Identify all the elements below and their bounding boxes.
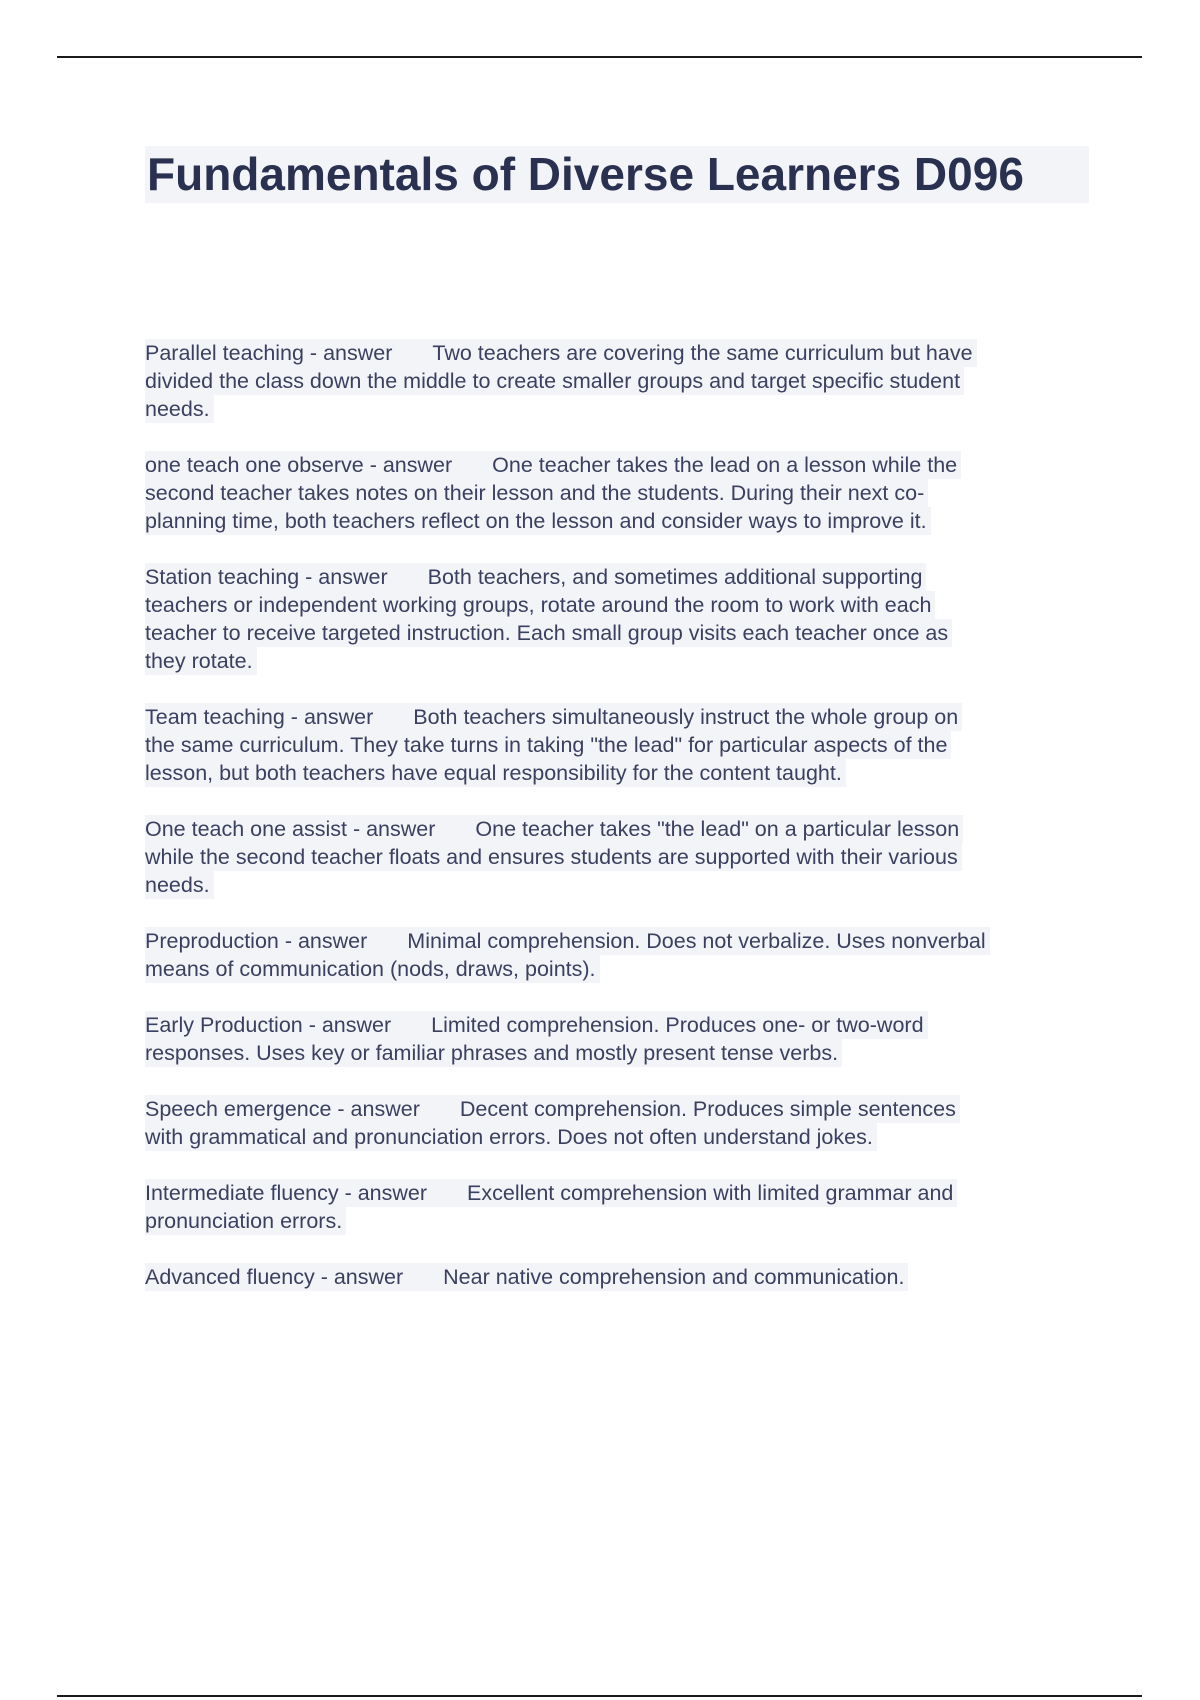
entry-term: one teach one observe - answer (145, 453, 453, 477)
entry-item (145, 451, 1090, 535)
entry-definition-text: divided the class down the middle to create smaller groups and target specific student (145, 369, 961, 393)
entry-definition-text: One teacher takes "the lead" on a particular lesson (475, 817, 960, 841)
entry-line (145, 339, 977, 367)
entry-term: Early Production - answer (145, 1013, 392, 1037)
entry-line (145, 1123, 877, 1151)
entry-item (145, 1179, 1090, 1235)
entry-line (145, 815, 963, 843)
entry-line (145, 647, 257, 675)
entry-item (145, 927, 1090, 983)
entry-line (145, 619, 952, 647)
entry-line (145, 591, 935, 619)
entry-line (145, 563, 926, 591)
entry-definition-text: Limited comprehension. Produces one- or two-word (431, 1013, 924, 1037)
entry-definition-text: One teacher takes the lead on a lesson while the (492, 453, 958, 477)
entry-definition-text: Two teachers are covering the same curriculum but have (432, 341, 973, 365)
entry-definition-text: Near native comprehension and communication. (443, 1265, 905, 1289)
entry-item (145, 1263, 1090, 1291)
entry-definition-text: responses. Uses key or familiar phrases and mostly present tense verbs. (145, 1041, 839, 1065)
entry-item (145, 1011, 1090, 1067)
entry-line (145, 731, 951, 759)
entry-definition-text: the same curriculum. They take turns in taking "the lead" for particular aspects of the (145, 733, 948, 757)
entry-line (145, 1039, 842, 1067)
entry-line (145, 1207, 346, 1235)
entry-line (145, 507, 931, 535)
entry-definition-text: with grammatical and pronunciation errors. Does not often understand jokes. (145, 1125, 873, 1149)
bottom-rule (57, 1695, 1142, 1697)
entry-line (145, 927, 990, 955)
entry-term: Preproduction - answer (145, 929, 368, 953)
entry-definition-text: means of communication (nods, draws, points). (145, 957, 596, 981)
document-title: Fundamentals of Diverse Learners D096 (145, 146, 1089, 203)
entry-line (145, 451, 961, 479)
entry-definition-text: needs. (145, 873, 210, 897)
entry-list (145, 339, 1090, 1319)
entry-definition-text: Excellent comprehension with limited grammar and (467, 1181, 954, 1205)
entry-line (145, 1263, 908, 1291)
entry-line (145, 759, 846, 787)
entry-definition-text: Both teachers, and sometimes additional supporting (427, 565, 923, 589)
entry-definition-text: pronunciation errors. (145, 1209, 343, 1233)
entry-line (145, 1011, 928, 1039)
entry-line (145, 1095, 960, 1123)
entry-term: Station teaching - answer (145, 565, 388, 589)
top-rule (57, 56, 1142, 58)
entry-definition-text: lesson, but both teachers have equal responsibility for the content taught. (145, 761, 842, 785)
entry-definition-text: while the second teacher floats and ensures students are supported with their various (145, 845, 958, 869)
entry-term: Speech emergence - answer (145, 1097, 420, 1121)
entry-definition-text: planning time, both teachers reflect on the lesson and consider ways to improve it. (145, 509, 927, 533)
entry-line (145, 395, 214, 423)
entry-definition-text: Both teachers simultaneously instruct the whole group on (413, 705, 959, 729)
entry-term: One teach one assist - answer (145, 817, 436, 841)
entry-definition-text: Minimal comprehension. Does not verbalize. Uses nonverbal (407, 929, 986, 953)
entry-item (145, 815, 1090, 899)
entry-line (145, 871, 214, 899)
entry-item (145, 563, 1090, 675)
entry-definition-text: they rotate. (145, 649, 253, 673)
entry-line (145, 1179, 957, 1207)
entry-term: Advanced fluency - answer (145, 1265, 404, 1289)
entry-item (145, 339, 1090, 423)
entry-term: Intermediate fluency - answer (145, 1181, 428, 1205)
entry-definition-text: teacher to receive targeted instruction. Each small group visits each teacher once as (145, 621, 949, 645)
entry-term: Team teaching - answer (145, 705, 374, 729)
entry-line (145, 479, 928, 507)
entry-term: Parallel teaching - answer (145, 341, 393, 365)
entry-item (145, 1095, 1090, 1151)
entry-line (145, 843, 962, 871)
entry-definition-text: Decent comprehension. Produces simple sentences (459, 1097, 956, 1121)
entry-line (145, 955, 600, 983)
entry-item (145, 703, 1090, 787)
entry-definition-text: teachers or independent working groups, rotate around the room to work with each (145, 593, 932, 617)
entry-definition-text: second teacher takes notes on their lesson and the students. During their next co- (145, 481, 925, 505)
entry-definition-text: needs. (145, 397, 210, 421)
entry-line (145, 703, 962, 731)
entry-line (145, 367, 964, 395)
